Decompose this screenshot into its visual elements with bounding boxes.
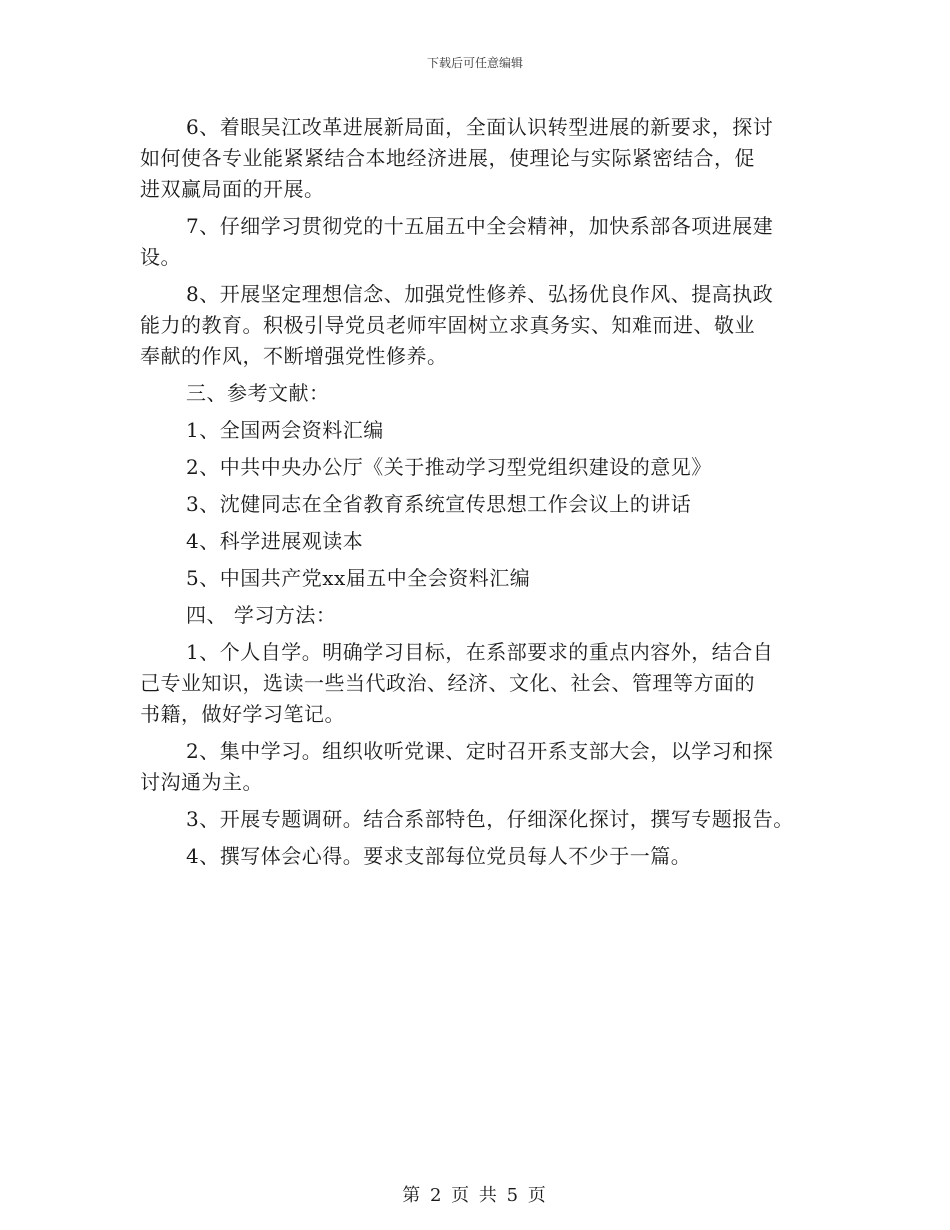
reference-item: 3、沈健同志在全省教育系统宣传思想工作会议上的讲话 [186, 492, 692, 516]
paragraph-line: 设。 [140, 245, 181, 269]
section-heading-references: 三、参考文献： [186, 381, 330, 405]
method-item [140, 736, 840, 798]
paragraph-line: 7、仔细学习贯彻党的十五届五中全会精神，加快系部各项进展建 [186, 214, 774, 238]
paragraph-line: 奉献的作风，不断增强党性修养。 [140, 344, 448, 368]
paragraph-line: 讨沟通为主。 [140, 770, 263, 794]
paragraph-line: 8、开展坚定理想信念、加强党性修养、弘扬优良作风、提高执政 [186, 282, 774, 306]
paragraph-line: 1、个人自学。明确学习目标，在系部要求的重点内容外，结合自 [186, 640, 774, 664]
method-item: 3、开展专题调研。结合系部特色，仔细深化探讨，撰写专题报告。 [186, 807, 794, 831]
reference-item: 5、中国共产党xx届五中全会资料汇编 [186, 566, 531, 590]
page-number: 第 2 页 共 5 页 [402, 1185, 548, 1206]
document-body [140, 112, 840, 878]
method-item [140, 637, 840, 730]
reference-item: 4、科学进展观读本 [186, 529, 364, 553]
reference-item: 1、全国两会资料汇编 [186, 418, 384, 442]
paragraph-line: 进双赢局面的开展。 [140, 177, 325, 201]
paragraph-line: 2、集中学习。组织收听党课、定时召开系支部大会，以学习和探 [186, 739, 774, 763]
paragraph-item-7 [140, 211, 840, 273]
paragraph-line: 如何使各专业能紧紧结合本地经济进展，使理论与实际紧密结合，促 [140, 146, 755, 170]
paragraph-line: 书籍，做好学习笔记。 [140, 702, 345, 726]
page-header: 下载后可任意编辑 [426, 56, 523, 70]
reference-item: 2、中共中央办公厅《关于推动学习型党组织建设的意见》 [186, 455, 712, 479]
paragraph-item-8 [140, 279, 840, 372]
paragraph-item-6 [140, 112, 840, 205]
paragraph-line: 6、着眼吴江改革进展新局面，全面认识转型进展的新要求，探讨 [186, 115, 774, 139]
paragraph-line: 能力的教育。积极引导党员老师牢固树立求真务实、知难而进、敬业 [140, 313, 755, 337]
paragraph-line: 己专业知识，选读一些当代政治、经济、文化、社会、管理等方面的 [140, 671, 755, 695]
section-heading-methods: 四、 学习方法： [186, 603, 337, 627]
method-item: 4、撰写体会心得。要求支部每位党员每人不少于一篇。 [186, 844, 692, 868]
